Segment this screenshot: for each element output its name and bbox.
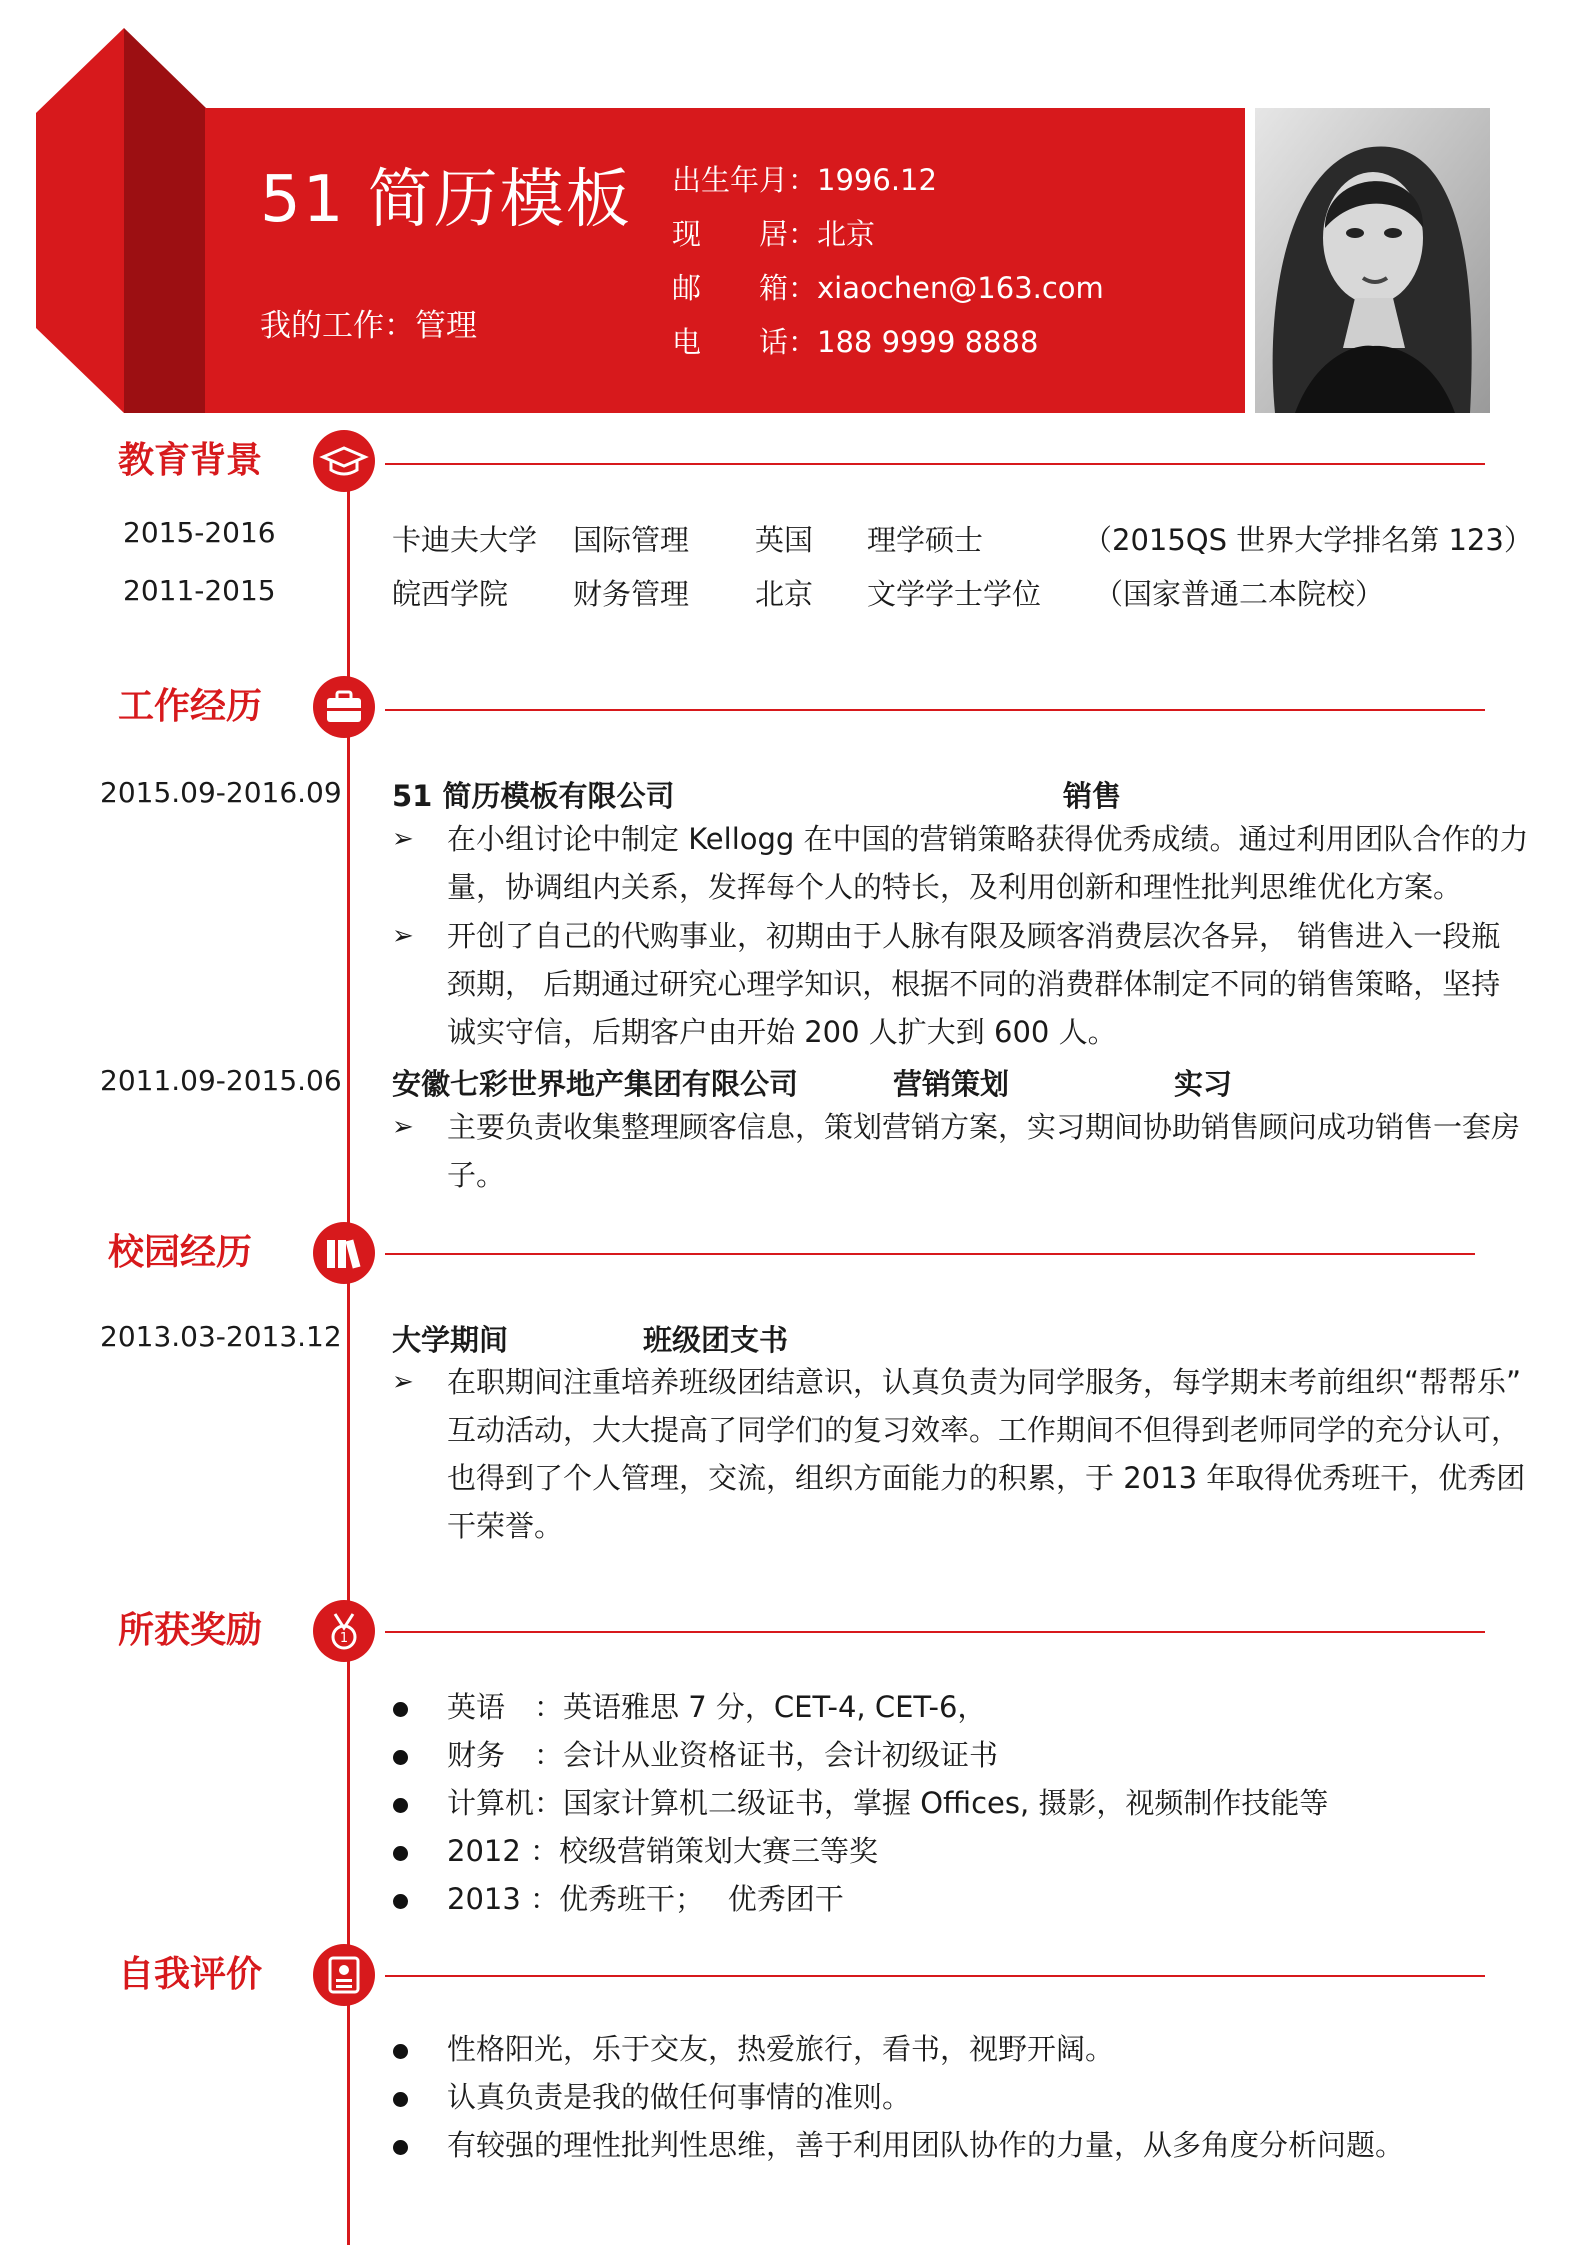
section-divider: [385, 463, 1485, 465]
bullet-dot-icon: [393, 2140, 408, 2155]
edu-school: 卡迪夫大学: [392, 523, 538, 557]
campus-org: 大学期间: [392, 1323, 509, 1357]
campus-line: 干荣誉。: [447, 1509, 564, 1543]
edu-major: 国际管理: [573, 523, 690, 557]
edu-date: 2011-2015: [123, 574, 276, 607]
section-title-education: 教育背景: [118, 440, 263, 481]
info-label-phone: 电 话：: [672, 325, 818, 359]
self-item: 认真负责是我的做任何事情的准则。: [447, 2080, 912, 2114]
info-phone: [672, 320, 1038, 361]
campus-description: [447, 1358, 1537, 1550]
edu-note: （2015QS 世界大学排名第 123）: [1083, 523, 1533, 557]
info-value-email: xiaochen@163.com: [817, 271, 1104, 305]
bullet-arrow-icon: ➢: [392, 824, 414, 854]
edu-place: 英国: [755, 523, 814, 557]
section-divider: [385, 1631, 1485, 1633]
work-bullet: [447, 1103, 1537, 1199]
resume-name: 51 简历模板: [260, 163, 632, 237]
profile-card-icon: [313, 1944, 375, 2006]
section-title-work: 工作经历: [118, 686, 263, 727]
award-item: 2012 ：校级营销策划大赛三等奖: [447, 1834, 879, 1868]
header-ribbon-decoration: [36, 28, 206, 413]
bullet-dot-icon: [393, 2092, 408, 2107]
award-item: 英语 ：英语雅思 7 分，CET-4, CET-6，: [447, 1690, 987, 1724]
work-bullet: [447, 815, 1537, 911]
section-title-awards: 所获奖励: [118, 1610, 263, 1651]
award-item: 计算机：国家计算机二级证书，掌握 Offices, 摄影，视频制作技能等: [447, 1786, 1329, 1820]
self-item: 有较强的理性批判性思维，善于利用团队协作的力量，从多角度分析问题。: [447, 2128, 1405, 2162]
work-role: 销售: [1063, 779, 1122, 813]
edu-place: 北京: [755, 577, 814, 611]
work-bullet-line: 量，协调组内关系，发挥每个人的特长，及利用创新和理性批判思维优化方案。: [447, 870, 1463, 904]
self-item: 性格阳光，乐于交友，热爱旅行，看书，视野开阔。: [447, 2032, 1115, 2066]
graduation-cap-icon: [313, 430, 375, 492]
work-date: 2011.09-2015.06: [100, 1064, 342, 1097]
profile-photo: [1255, 108, 1490, 413]
info-birth: [672, 158, 937, 199]
bullet-dot-icon: [393, 1846, 408, 1861]
work-role: 营销策划: [893, 1067, 1010, 1101]
books-icon: [313, 1222, 375, 1284]
section-title-self: 自我评价: [118, 1954, 263, 1995]
campus-line: 互动活动，大大提高了同学们的复习效率。工作期间不但得到老师同学的充分认可，: [447, 1413, 1521, 1447]
info-value-phone: 188 9999 8888: [817, 325, 1039, 359]
section-title-campus: 校园经历: [108, 1232, 253, 1273]
work-company: 51 简历模板有限公司: [392, 779, 675, 813]
work-type: 实习: [1174, 1067, 1233, 1101]
info-value-birth: 1996.12: [817, 163, 937, 197]
edu-school: 皖西学院: [392, 577, 509, 611]
edu-degree: 理学硕士: [867, 523, 984, 557]
campus-line: 也得到了个人管理，交流，组织方面能力的积累，于 2013 年取得优秀班干，优秀团: [447, 1461, 1526, 1495]
info-residence: [672, 212, 875, 253]
work-bullet-line: 主要负责收集整理顾客信息，策划营销方案，实习期间协助销售顾问成功销售一套房: [447, 1110, 1521, 1144]
info-value-residence: 北京: [817, 217, 876, 251]
bullet-dot-icon: [393, 1750, 408, 1765]
campus-role: 班级团支书: [643, 1323, 789, 1357]
work-company: 安徽七彩世界地产集团有限公司: [392, 1067, 799, 1101]
medal-icon: [313, 1600, 375, 1662]
bullet-dot-icon: [393, 2044, 408, 2059]
work-bullet-line: 诚实守信，后期客户由开始 200 人扩大到 600 人。: [447, 1015, 1117, 1049]
bullet-arrow-icon: ➢: [392, 1112, 414, 1142]
edu-date: 2015-2016: [123, 516, 276, 549]
work-bullet-line: 在小组讨论中制定 Kellogg 在中国的营销策略获得优秀成绩。通过利用团队合作的力: [447, 822, 1529, 856]
work-bullet: [447, 912, 1537, 1056]
section-divider: [385, 709, 1485, 711]
section-divider: [385, 1253, 1475, 1255]
bullet-dot-icon: [393, 1894, 408, 1909]
bullet-dot-icon: [393, 1798, 408, 1813]
info-label-birth: 出生年月：: [672, 163, 818, 197]
campus-date: 2013.03-2013.12: [100, 1320, 342, 1353]
award-item: 财务 ：会计从业资格证书，会计初级证书: [447, 1738, 999, 1772]
award-item: 2013 ：优秀班干； 优秀团干: [447, 1882, 844, 1916]
bullet-arrow-icon: ➢: [392, 921, 414, 951]
svg-text:1: 1: [339, 1631, 349, 1646]
info-email: [672, 266, 1104, 307]
work-bullet-line: 子。: [447, 1158, 506, 1192]
bullet-dot-icon: [393, 1702, 408, 1717]
edu-degree: 文学学士学位: [867, 577, 1042, 611]
work-bullet-line: 颈期， 后期通过研究心理学知识，根据不同的消费群体制定不同的销售策略，坚持: [447, 967, 1501, 1001]
work-date: 2015.09-2016.09: [100, 776, 342, 809]
info-label-residence: 现 居：: [672, 217, 818, 251]
bullet-arrow-icon: ➢: [392, 1367, 414, 1397]
edu-major: 财务管理: [573, 577, 690, 611]
section-divider: [385, 1975, 1485, 1977]
campus-line: 在职期间注重培养班级团结意识，认真负责为同学服务，每学期末考前组织“帮帮乐”: [447, 1365, 1522, 1399]
job-title: 我的工作：管理: [260, 308, 477, 344]
edu-note: （国家普通二本院校）: [1094, 577, 1385, 611]
info-label-email: 邮 箱：: [672, 271, 818, 305]
briefcase-icon: [313, 676, 375, 738]
work-bullet-line: 开创了自己的代购事业，初期由于人脉有限及顾客消费层次各异， 销售进入一段瓶: [447, 919, 1501, 953]
